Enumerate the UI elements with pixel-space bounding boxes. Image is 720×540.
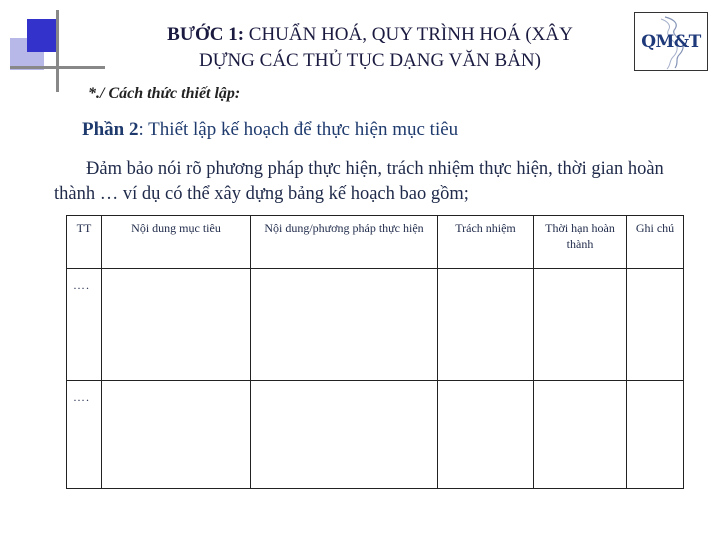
col-header-notes: Ghi chú — [627, 216, 684, 269]
title-line-2: DỰNG CÁC THỦ TỤC DẠNG VĂN BẢN) — [199, 50, 541, 71]
decor-horizontal-line — [10, 66, 105, 69]
table-cell — [627, 381, 684, 489]
table-cell — [534, 269, 627, 381]
table-cell — [102, 269, 251, 381]
table-cell: …. — [67, 269, 102, 381]
paragraph-text: Đảm bảo nói rõ phương pháp thực hiện, trách nhiệm thực hiện, thời gian hoàn thành … ví dụ có thể xây dựng bảng kế hoạch bao gồm; — [54, 159, 664, 204]
page-title — [100, 22, 640, 74]
company-logo — [634, 12, 708, 71]
col-header-goal-content: Nội dung mục tiêu — [102, 216, 251, 269]
body-paragraph — [54, 157, 694, 207]
col-header-method: Nội dung/phương pháp thực hiện — [251, 216, 438, 269]
table-cell — [102, 381, 251, 489]
part-text: : Thiết lập kế hoạch để thực hiện mục tiêu — [138, 119, 459, 140]
table-cell — [438, 269, 534, 381]
table-cell — [438, 381, 534, 489]
col-header-tt: TT — [67, 216, 102, 269]
part-heading — [82, 119, 458, 141]
table-cell — [251, 269, 438, 381]
decor-vertical-line — [56, 10, 59, 92]
subheading: *./ Cách thức thiết lập: — [88, 85, 241, 102]
col-header-responsibility: Trách nhiệm — [438, 216, 534, 269]
table-cell: …. — [67, 381, 102, 489]
title-step-label: BƯỚC 1: — [167, 24, 245, 45]
table-row — [67, 381, 684, 489]
col-header-deadline: Thời hạn hoàn thành — [534, 216, 627, 269]
plan-table — [66, 215, 684, 489]
table-cell — [534, 381, 627, 489]
part-label: Phần 2 — [82, 119, 139, 140]
table-row — [67, 269, 684, 381]
table-header-row — [67, 216, 684, 269]
table-cell — [251, 381, 438, 489]
logo-text: QM&T — [641, 31, 701, 52]
decor-square-blue — [27, 19, 58, 52]
table-cell — [627, 269, 684, 381]
title-line-1: CHUẨN HOÁ, QUY TRÌNH HOÁ (XÂY — [244, 24, 573, 45]
